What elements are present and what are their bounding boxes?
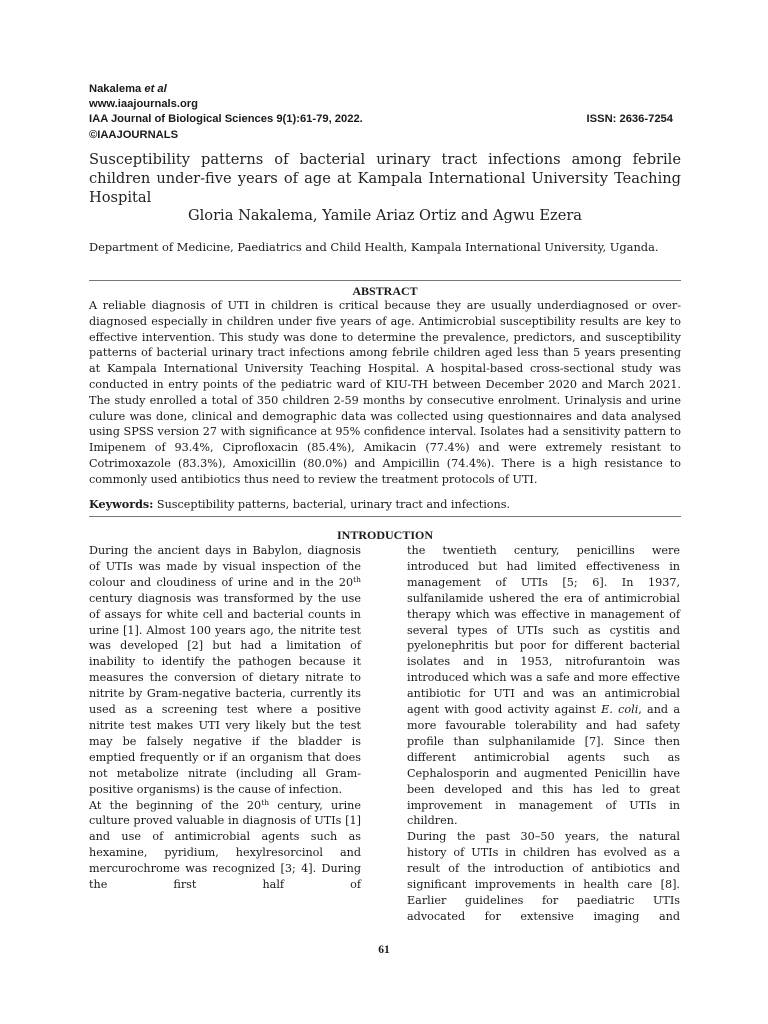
abstract-bottom-rule [89, 516, 681, 517]
citation-row [89, 112, 679, 127]
running-header [89, 82, 679, 143]
title-block [89, 151, 681, 226]
keywords-text: Susceptibility patterns, bacterial, urinary tract and infections. [156, 498, 511, 511]
affiliation: Department of Medicine, Paediatrics and Child Health, Kampala International University, Uganda. [89, 240, 659, 254]
journal-citation: IAA Journal of Biological Sciences 9(1):61-79, 2022. [89, 113, 363, 126]
keywords [89, 497, 681, 513]
intro-paragraph-2: At the beginning of the 20th century, urine culture proved valuable in diagnosis of UTIs [1] and use of antimicrobial agents such as hexamine, pyridium, hexylresorcinol and mercurochrome was recognized [3; 4]. During the first half of [89, 797, 361, 892]
abstract-heading: ABSTRACT [352, 284, 418, 298]
keywords-label: Keywords: [89, 497, 154, 511]
introduction-heading: INTRODUCTION [336, 528, 433, 542]
issn: ISSN: 2636-7254 [586, 113, 673, 126]
journal-website: www.iaajournals.org [89, 98, 198, 111]
abstract-top-rule [89, 280, 681, 281]
page-number: 61 [378, 944, 390, 956]
right-column [407, 543, 680, 925]
article-authors: Gloria Nakalema, Yamile Ariaz Ortiz and Agwu Ezera [187, 207, 583, 225]
left-column [89, 543, 361, 893]
et-al: et al [144, 83, 167, 95]
abstract-text: A reliable diagnosis of UTI in children is critical because they are usually underdiagnosed or over-diagnosed especially in children under five years of age. Antimicrobial susceptibility results are key to effective intervention. This study was done to determine the prevalence, predictors, and susceptibility patterns of bacterial urinary tract infections among febrile children aged less than 5 years presenting at Kampala International University Teaching Hospital. A hospital-based cross-sectional study was conducted in entry points of the pediatric ward of KIU-TH between December 2020 and March 2021. The study enrolled a total of 350 children 2-59 months by consecutive enrolment. Urinalysis and urine culure was done, clinical and demographic data was collected using questionnaires and data analysed using SPSS version 27 with significance at 95% confidence interval. Isolates had a sensitivity pattern to Imipenem of 93.4%, Ciprofloxacin (85.4%), Amikacin (77.4%) and were extremely resistant to Cotrimoxazole (83.3%), Amoxicillin (80.0%) and Ampicillin (74.4%). There is a high resistance to commonly used antibiotics thus need to review the treatment protocols of UTI. [89, 299, 681, 486]
intro-paragraph-3: the twentieth century, penicillins were introduced but had limited effectiveness in management of UTIs [5; 6]. In 1937, sulfanilamide ushered the era of antimicrobial therapy which was effective in management of several types of UTIs such as cystitis and pyelonephritis but poor for different bacterial isolates and in 1953, nitrofurantoin was introduced which was a safe and more effective antibiotic for UTI and was an antimicrobial agent with good activity against E. coli, and a more favourable tolerability and had safety profile than sulphanilamide [7]. Since then different antimicrobial agents such as Cephalosporin and augmented Penicillin have been developed and this has led to great improvement in management of UTIs in children. [407, 544, 680, 828]
intro-paragraph-4: During the past 30–50 years, the natural history of UTIs in children has evolved as a result of the introduction of antibiotics and significant improvements in health care [8]. Earlier guidelines for paediatric UTIs advocated for extensive imaging and [407, 830, 680, 923]
article-title: Susceptibility patterns of bacterial urinary tract infections among febrile children under-five years of age at Kampala International University Teaching Hospital [89, 151, 681, 206]
species-name: E. coli [601, 703, 639, 717]
running-author: Nakalema et al [89, 83, 167, 95]
copyright: ©IAAJOURNALS [89, 128, 179, 141]
intro-paragraph-1: During the ancient days in Babylon, diagnosis of UTIs was made by visual inspection of the colour and cloudiness of urine and in the 20th century diagnosis was transformed by the use of assays for white cell and bacterial counts in urine [1]. Almost 100 years ago, the nitrite test was developed [2] but had a limitation of inability to identify the pathogen because it measures the conversion of dietary nitrate to nitrite by Gram-negative bacteria, currently its used as a screening test where a positive nitrite test makes UTI very likely but the test may be falsely negative if the bladder is emptied frequently or if an organism that does not metabolize nitrate (including all Gram-positive organisms) is the cause of infection. [89, 544, 361, 796]
